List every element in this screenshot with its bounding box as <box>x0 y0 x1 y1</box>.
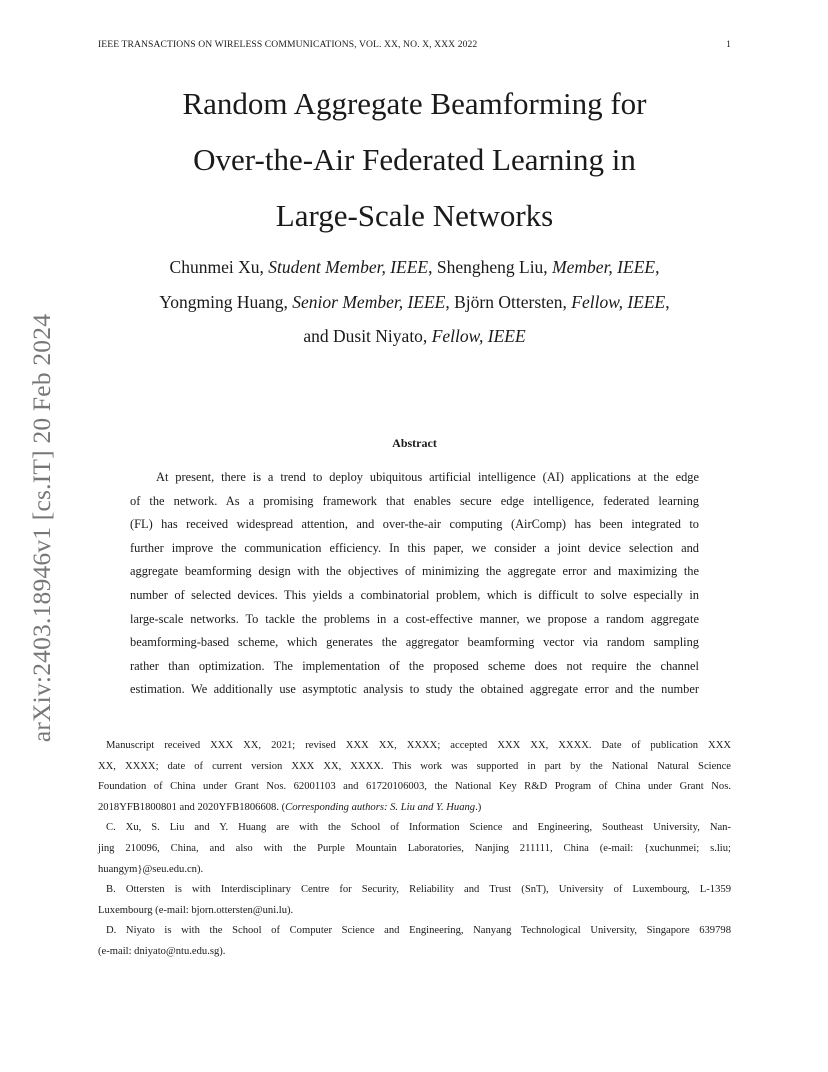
author-name: Yongming Huang, <box>159 291 293 312</box>
abstract-line: further improve the communication efficiency. In this paper, we consider a joint device selection and <box>130 540 699 555</box>
corresponding-authors: Corresponding authors: S. Liu and Y. Huang <box>285 801 476 813</box>
author-line <box>98 250 731 285</box>
footnote-text: .) <box>475 801 482 813</box>
author-line <box>98 285 731 320</box>
footnote-line: Luxembourg (e-mail: bjorn.ottersten@uni.lu). <box>98 904 294 916</box>
abstract-body <box>130 466 699 702</box>
journal-name: IEEE TRANSACTIONS ON WIRELESS COMMUNICATIONS, VOL. XX, NO. X, XXX 2022 <box>98 39 478 50</box>
footnote-manuscript <box>98 736 731 818</box>
abstract-line: of the network. As a promising framework that enables secure edge intelligence, federated learning <box>130 493 699 508</box>
footnote-affiliation-luxembourg <box>98 880 731 921</box>
author-name: , Shengheng Liu, <box>428 257 553 277</box>
author-list <box>98 250 731 354</box>
footnote-line <box>98 798 731 819</box>
punctuation: , <box>665 291 670 312</box>
footnote-line: huangym}@seu.edu.cn). <box>98 863 204 875</box>
footnote-line: XX, XXXX; date of current version XXX XX, XXXX. This work was supported in part by the National Natural Science <box>98 760 731 772</box>
abstract-line: beamforming-based scheme, which generates the aggregator beamforming vector via random sampling <box>130 635 699 650</box>
footnote-line: (e-mail: dniyato@ntu.edu.sg). <box>98 945 226 957</box>
page-number: 1 <box>726 39 731 50</box>
author-role: Fellow, IEEE <box>431 326 526 346</box>
abstract-line: estimation. We additionally use asymptotic analysis to study the obtained aggregate error and the number <box>130 682 699 697</box>
footnote-affiliation-ntu <box>98 921 731 962</box>
running-header <box>98 39 731 55</box>
footnote-line: C. Xu, S. Liu and Y. Huang are with the School of Information Science and Engineering, Southeast University, Nan- <box>106 822 731 834</box>
footnote-line: Foundation of China under Grant Nos. 62001103 and 61720106003, the National Key R&D Program of China under Grant Nos. <box>98 781 731 793</box>
footnotes <box>98 736 731 963</box>
abstract-line: At present, there is a trend to deploy ubiquitous artificial intelligence (AI) applications at the edge <box>156 470 699 484</box>
abstract-line: number of selected devices. This yields a combinatorial problem, which is difficult to solve especially in <box>130 587 699 602</box>
punctuation: , <box>655 257 660 277</box>
footnote-line: Manuscript received XXX XX, 2021; revised XXX XX, XXXX; accepted XXX XX, XXXX. Date of publication XXX <box>106 740 731 751</box>
abstract-heading: Abstract <box>392 436 437 450</box>
title-line: Over-the-Air Federated Learning in <box>193 142 636 177</box>
title-line: Random Aggregate Beamforming for <box>182 86 647 121</box>
author-name: Chunmei Xu, <box>169 257 269 277</box>
title-line: Large-Scale Networks <box>275 198 554 233</box>
abstract-line: large-scale networks. To tackle the problems in a cost-effective manner, we propose a random aggregate <box>130 611 699 626</box>
paper-title <box>98 76 731 244</box>
abstract-line: rather than optimization. The implementation of the proposed scheme does not require the channel <box>130 658 699 673</box>
author-name: and Dusit Niyato, <box>303 326 432 346</box>
footnote-text: 2018YFB1800801 and 2020YFB1806608. ( <box>98 801 286 813</box>
footnote-line: B. Ottersten is with Interdisciplinary Centre for Security, Reliability and Trust (SnT), University of Luxembourg, L-1359 <box>106 884 731 896</box>
abstract-line: (FL) has received widespread attention, and over-the-air computing (AirComp) has been integrated to <box>130 517 699 532</box>
footnote-line: D. Niyato is with the School of Computer Science and Engineering, Nanyang Technological University, Singapore 639798 <box>106 925 731 937</box>
abstract-line: aggregate beamforming design with the objectives of minimizing the aggregate error and maximizing the <box>130 564 699 579</box>
footnote-affiliation-southeast <box>98 818 731 880</box>
author-role: Member, IEEE <box>552 257 656 277</box>
author-name: , Björn Ottersten, <box>445 291 572 312</box>
arxiv-stamp: arXiv:2403.18946v1 [cs.IT] 20 Feb 2024 <box>27 313 56 743</box>
author-line <box>98 319 731 354</box>
author-role: Fellow, IEEE <box>571 291 666 312</box>
footnote-line: jing 210096, China, and also with the Purple Mountain Laboratories, Nanjing 211111, China (e-mail: {xuchunmei; s.liu; <box>98 842 731 854</box>
author-role: Senior Member, IEEE <box>292 291 446 312</box>
author-role: Student Member, IEEE <box>268 257 429 277</box>
